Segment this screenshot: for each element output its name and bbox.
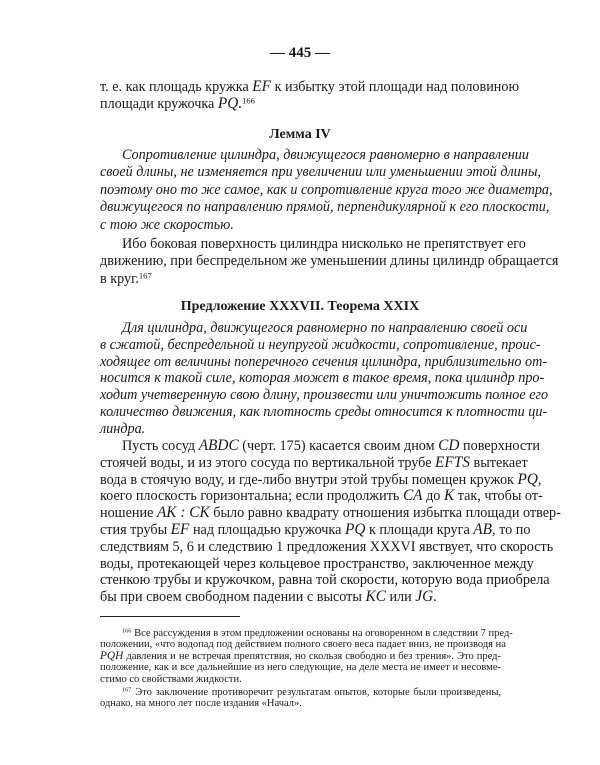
math-symbol: K: [443, 487, 455, 505]
text-line: своей длины, не изменяется при увеличении или уменьшении этой длины,: [100, 164, 541, 181]
text-line: ходящее от величины поперечного сечения цилиндра, приблизительно от-: [100, 353, 548, 370]
text-line: [100, 470, 542, 489]
text-line: [100, 453, 528, 472]
text-line: [100, 627, 513, 639]
math-symbol: CA: [402, 487, 423, 505]
text-line: движению, при беспредельном же уменьшении длины цилиндр обращается: [100, 253, 559, 270]
text-line: воды, протекающей через кольцевое пространство, заключенное между: [100, 555, 534, 572]
text-line: [100, 96, 501, 113]
page-number: — 445 —: [270, 45, 330, 61]
footnote-ref: 166: [122, 627, 132, 635]
footnote-166: [100, 627, 513, 685]
text-run: бы при своем свободном падении с высоты: [100, 589, 366, 606]
text-line: с тою же скоростью.: [100, 216, 234, 233]
text-line: [100, 487, 543, 505]
text-run: поверхности: [459, 438, 540, 454]
text-line: [100, 271, 501, 288]
lemma-proof: [100, 236, 559, 288]
text-run: стия трубы: [100, 521, 171, 538]
footnote-ref: 166: [242, 95, 255, 106]
math-symbol: PQH: [100, 649, 124, 662]
math-symbol: KC: [365, 588, 386, 606]
text-line: носится к такой силе, которая может в такое время, пока цилиндр про-: [100, 370, 545, 387]
text-run: в круг.: [100, 270, 139, 287]
text-line: [100, 687, 501, 698]
paragraph-intro: [100, 78, 520, 114]
text-run: или: [385, 589, 416, 606]
text-line: стенкою трубы и кружочком, равна той скорости, которую вода приобрела: [100, 572, 550, 589]
math-symbol: EF: [252, 78, 272, 95]
heading-lemma: Лемма IV: [269, 127, 331, 142]
text-line: линдра.: [100, 420, 146, 437]
text-run: к площади круга: [365, 521, 474, 538]
text-line: положение, как и все дальнейшие из него следующие, на деле места не имеет и несовме-: [100, 662, 501, 674]
text-run: к избытку этой площади над половиною: [271, 79, 520, 95]
math-symbol: PQ: [344, 520, 366, 538]
math-symbol: CD: [438, 437, 460, 454]
text-line: следствиям 5, 6 и следствию 1 предложения XXXVI явствует, что скорость: [100, 538, 554, 555]
heading-proposition: Предложение XXXVII. Теорема XXIX: [180, 299, 420, 314]
theorem-proof: [100, 437, 561, 606]
text-line: в сжатой, беспредельной и неупругой жидкости, сопротивление, проис-: [100, 336, 541, 353]
lemma-statement: [100, 147, 553, 234]
footnote-167: [100, 687, 501, 710]
text-line: поэтому оно то же самое, как и сопротивление круга того же диаметра,: [100, 181, 553, 198]
theorem-statement: [100, 320, 549, 438]
footnote-divider: [100, 616, 240, 617]
text-line: положении, «что водопад под действием полного своего веса падает вниз, не производя на: [100, 639, 506, 651]
text-line: [100, 78, 520, 96]
text-run: до: [422, 488, 444, 505]
text-run: (черт. 175) касается своим дном: [238, 438, 439, 454]
math-symbol: JG: [415, 588, 434, 606]
math-symbol: ABDC: [198, 437, 239, 454]
math-symbol: EF: [170, 520, 190, 538]
text-line: однако, на много лет после издания «Начал».: [100, 698, 302, 710]
text-run: ,: [537, 471, 542, 488]
text-line: Для цилиндра, движущегося равномерно по направлению своей оси: [122, 320, 528, 336]
math-symbol: EFTS: [435, 453, 470, 471]
text-run: так, чтобы от-: [454, 488, 543, 505]
footnote-ref: 167: [122, 686, 132, 694]
text-run: площади кружочка: [100, 96, 218, 113]
text-line: Сопротивление цилиндра, движущегося равномерно в направлении: [122, 147, 529, 163]
text-line: [100, 589, 501, 606]
text-line: [100, 437, 540, 455]
text-run: давления и не встречая препятствия, но скользя свободно и без трения». Это пред-: [123, 650, 501, 662]
text-run: Это заключение противоречит результатам опытов, которые были произведены,: [131, 687, 501, 698]
text-run: стоячей воды, и из этого сосуда по вертикальной трубе: [100, 454, 436, 471]
text-line: стимо со свойствами жидкости.: [100, 673, 242, 685]
text-run: вытекает: [469, 454, 528, 471]
text-run: , то по: [492, 521, 531, 538]
math-symbol: PQ: [517, 470, 538, 488]
text-line: ходит учетверенную свою длину, произвести или уничтожить полное его: [100, 387, 549, 404]
text-run: Все рассуждения в этом предложении основаны на оговоренном в следствии 7 пред-: [131, 628, 513, 639]
math-symbol: AB: [473, 520, 493, 538]
text-run: Пусть сосуд: [122, 438, 199, 454]
text-line: [100, 520, 531, 539]
math-symbol: PQ.: [217, 95, 243, 113]
text-line: движущегося по направлению прямой, перпендикулярной к его плоскости,: [100, 199, 550, 216]
text-line: [100, 651, 501, 662]
text-run: вода в стоячую воду, и где-либо внутри этой трубы помещен кружок: [100, 471, 518, 488]
text-line: количество движения, как плотность среды относится к плотности ци-: [100, 403, 548, 420]
text-run: ношение: [100, 505, 157, 522]
math-symbol: AK : CK: [156, 504, 210, 522]
text-run: .: [433, 589, 437, 606]
text-run: было равно квадрату отношения избытка площади отвер-: [209, 505, 561, 522]
text-run: т. е. как площадь кружка: [100, 79, 253, 95]
text-line: [100, 504, 561, 522]
text-run: коего плоскость горизонтальна; если продолжить: [100, 488, 403, 505]
text-run: над площадью кружочка: [189, 521, 345, 538]
footnote-ref: 167: [138, 270, 152, 281]
text-line: Ибо боковая поверхность цилиндра нисколько не препятствует его: [122, 236, 526, 252]
